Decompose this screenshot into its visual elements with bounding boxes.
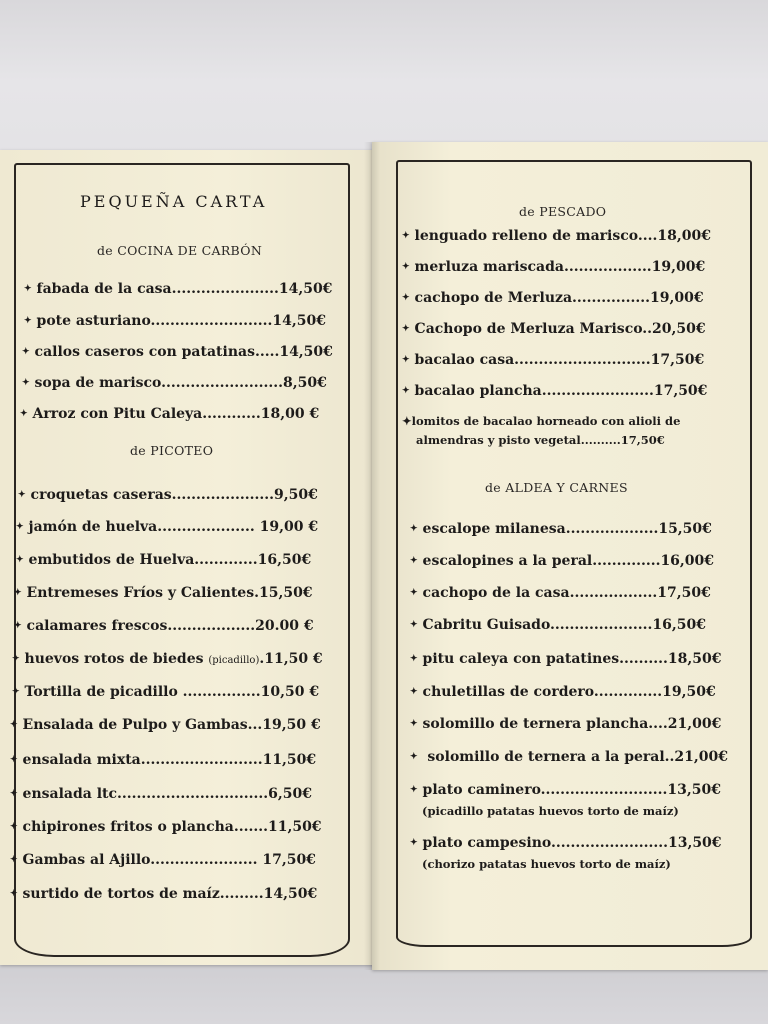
menu-item-text: ensalada mixta.........................11,50€ [22,752,317,768]
menu-item [10,717,321,733]
menu-item-text: bacalao plancha.......................17,50€ [414,383,708,399]
menu-item-text: cachopo de Merluza................19,00€ [414,290,704,306]
bullet-icon: ✦ [410,588,418,598]
menu-item-text: croquetas caseras.....................9,50€ [30,487,318,503]
menu-item [24,313,326,329]
menu-item [10,852,316,868]
bullet-icon: ✦ [410,687,418,697]
bullet-icon: ✦ [18,490,26,500]
menu-item [24,281,332,297]
bullet-icon: ✦ [14,621,22,631]
menu-item [410,684,716,700]
menu-item-text: surtido de tortos de maíz.........14,50€ [22,886,318,902]
bullet-icon: ✦ [402,355,410,365]
menu-item [10,819,322,835]
bullet-icon: ✦ [10,755,18,765]
menu-item-text: escalope milanesa...................15,50€ [422,521,712,537]
bullet-icon: ✦ [24,284,32,294]
bullet-icon: ✦ [410,524,418,534]
bullet-icon: ✦ [410,719,418,729]
menu-item-text: chuletillas de cordero..............19,50€ [422,684,716,700]
menu-item-text: merluza mariscada..................19,00€ [414,259,706,275]
section-pescado: de PESCADO [519,204,607,219]
menu-item-text: lomitos de bacalao horneado con alioli de [411,414,681,428]
menu-item-note: (picadillo) [208,655,260,666]
bullet-icon: ✦ [10,789,18,799]
bullet-icon: ✦ [12,654,20,664]
bullet-icon: ✦ [402,231,410,241]
menu-item-text: Entremeses Fríos y Calientes.15,50€ [26,585,313,601]
menu-item [14,618,314,634]
bullet-icon: ✦ [16,555,24,565]
menu-item-text: pote asturiano.........................14,50€ [36,313,326,329]
menu-item-text: plato campesino........................13,50€ [422,835,722,851]
menu-item [410,521,712,537]
bullet-icon: ✦ [10,889,18,899]
bullet-icon: ✦ [22,347,30,357]
menu-item [16,519,318,535]
menu-item [410,782,721,798]
menu-item-text: fabada de la casa......................14,50€ [36,281,333,297]
menu-item [10,752,316,768]
menu-item [402,414,680,428]
menu-item-note: (chorizo patatas huevos torto de maíz) [422,857,671,871]
menu-item-text: Arroz con Pitu Caleya............18,00 € [32,406,320,422]
menu-item [402,352,704,368]
menu-item [22,375,327,391]
bullet-icon: ✦ [24,316,32,326]
menu-item [410,585,711,601]
menu-item [20,406,319,422]
menu-item [12,684,319,700]
bullet-icon: ✦ [14,588,22,598]
menu-item-text: ensalada ltc...............................6,50€ [22,786,312,802]
menu-item [410,716,721,732]
bullet-icon: ✦ [16,522,24,532]
bullet-icon: ✦ [402,324,410,334]
menu-fold [364,142,380,970]
menu-item-text: huevos rotos de biedes [24,651,209,667]
menu-item-text: calamares frescos..................20.00 € [26,618,314,634]
menu-item [22,344,333,360]
bullet-icon: ✦ [10,822,18,832]
menu-item [18,487,318,503]
menu-item-text: jamón de huelva.................... 19,00 € [28,519,319,535]
bullet-icon: ✦ [402,386,410,396]
section-aldea-carnes: de ALDEA Y CARNES [485,480,628,495]
menu-item-text: Ensalada de Pulpo y Gambas...19,50 € [22,717,321,733]
bullet-icon: ✦ [402,262,410,272]
menu-item [12,651,323,667]
menu-item [402,321,706,337]
menu-item [410,553,714,569]
menu-item-text: cachopo de la casa..................17,50€ [422,585,711,601]
menu-item [10,786,312,802]
menu-item-text: callos caseros con patatinas.....14,50€ [34,344,333,360]
bullet-icon: ✦ [402,293,410,303]
menu-item-text: solomillo de ternera plancha....21,00€ [422,716,722,732]
bullet-icon: ✦ [10,720,18,730]
menu-item [402,290,704,306]
bullet-icon: ✦ [410,752,418,762]
menu-item-text: embutidos de Huelva.............16,50€ [28,552,312,568]
menu-item-text: chipirones fritos o plancha.......11,50€ [22,819,322,835]
menu-item-text: Cabritu Guisado.....................16,50€ [422,617,706,633]
menu-item-text: sopa de marisco.........................8,50€ [34,375,327,391]
bullet-icon: ✦ [410,620,418,630]
menu-item-text: pitu caleya con patatines..........18,50€ [422,651,722,667]
menu-item [10,886,317,902]
menu-item [410,749,728,765]
menu-item-text: plato caminero..........................13,50€ [422,782,721,798]
menu-item [402,383,707,399]
bullet-icon: ✦ [20,409,28,419]
menu-item-price: .11,50 € [259,651,323,667]
menu-title: PEQUEÑA CARTA [80,192,268,211]
menu-item-text: Cachopo de Merluza Marisco..20,50€ [414,321,706,337]
menu-item-text: Tortilla de picadillo ................10,50 € [24,684,320,700]
menu-item [410,617,706,633]
menu-item-text: Gambas al Ajillo...................... 17,50€ [22,852,316,868]
bullet-icon: ✦ [410,654,418,664]
bullet-icon: ✦ [410,556,418,566]
menu-item [410,835,722,851]
menu-item [402,259,705,275]
menu-item-note: (picadillo patatas huevos torto de maíz) [422,804,679,818]
bullet-icon: ✦ [410,785,418,795]
menu-item-text: lenguado relleno de marisco....18,00€ [414,228,711,244]
menu-item-continuation: almendras y pisto vegetal..........17,50€ [416,433,665,447]
menu-item-text: solomillo de ternera a la peral..21,00€ [422,749,729,765]
menu-item-text: escalopines a la peral..............16,00€ [422,553,715,569]
bullet-icon: ✦ [12,687,20,697]
menu-item [402,228,711,244]
bullet-icon: ✦ [22,378,30,388]
bullet-icon: ✦ [402,414,412,428]
bullet-icon: ✦ [10,855,18,865]
section-picoteo: de PICOTEO [130,443,214,458]
menu-item-text: bacalao casa............................17,50€ [414,352,705,368]
menu-item [16,552,311,568]
menu-item [14,585,313,601]
bullet-icon: ✦ [410,838,418,848]
menu-item [410,651,721,667]
section-cocina-carbon: de COCINA DE CARBÓN [97,243,263,258]
